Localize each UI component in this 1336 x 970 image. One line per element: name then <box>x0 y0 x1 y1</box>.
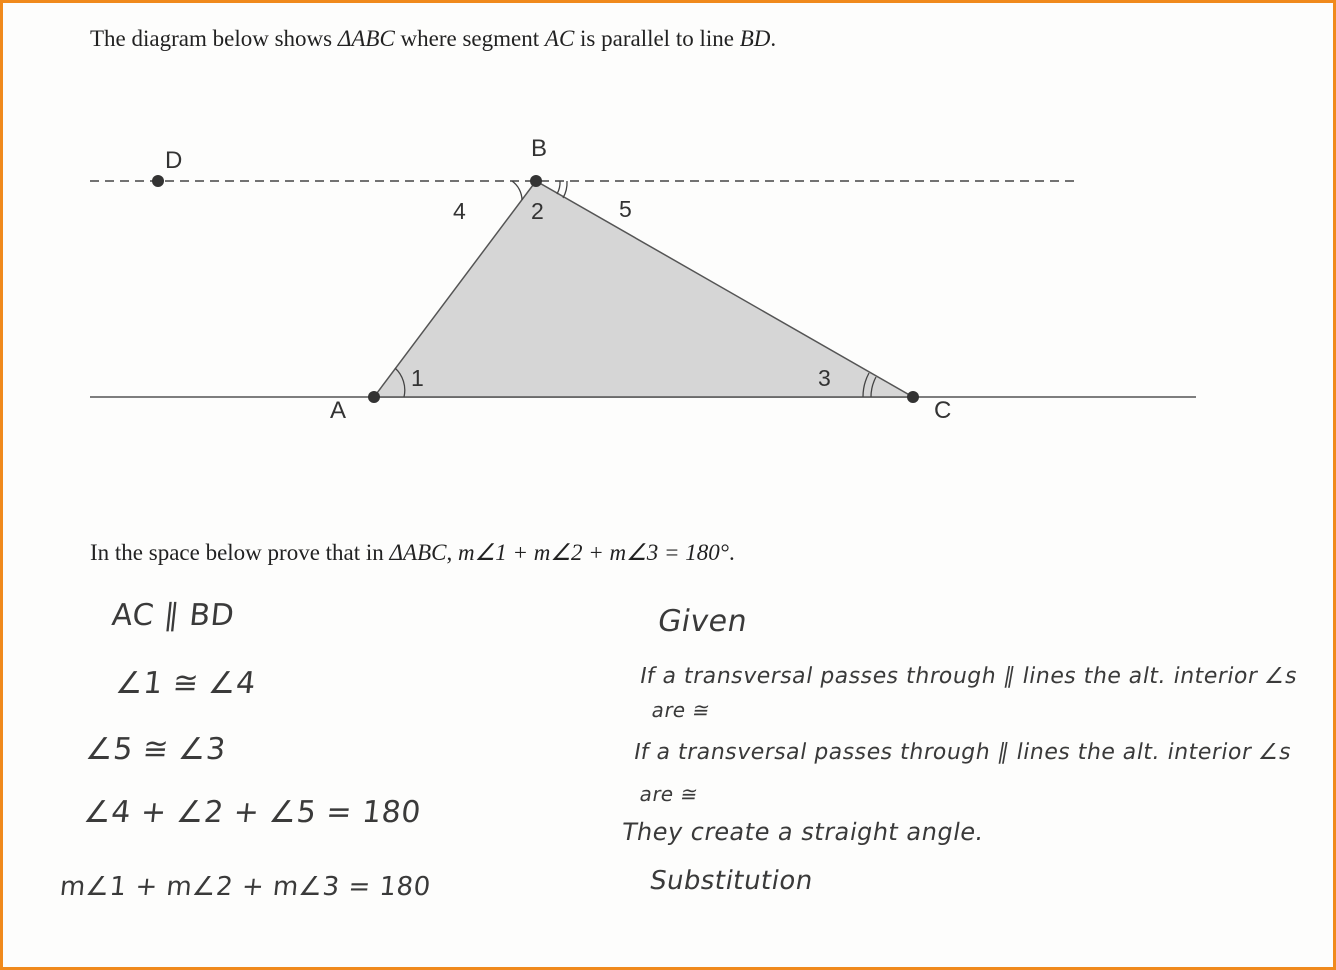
proof-instruction: In the space below prove that in ΔABC, m∠1 + m∠2 + m∠3 = 180°. <box>90 540 735 565</box>
label-b: B <box>531 135 548 162</box>
proof-reason-3-cont: are ≅ <box>637 782 701 806</box>
proof-statement-2: ∠1 ≅ ∠4 <box>114 666 258 701</box>
label-a: A <box>330 397 347 424</box>
angle-5-arc-inner <box>563 181 567 198</box>
label-c: C <box>934 397 952 424</box>
angle-4-arc <box>512 181 522 200</box>
label-d: D <box>165 147 183 174</box>
proof-reason-1: Given <box>654 604 751 639</box>
point-d-dot <box>152 175 164 187</box>
label-angle-2: 2 <box>531 198 544 224</box>
proof-reason-2-cont: are ≅ <box>649 698 713 722</box>
proof-reason-3: If a transversal passes through ∥ lines the alt. interior ∠s <box>631 740 1294 765</box>
proof-reason-4: They create a straight angle. <box>619 818 987 846</box>
proof-statement-4: ∠4 + ∠2 + ∠5 = 180 <box>82 795 423 830</box>
point-b-dot <box>530 175 542 187</box>
point-c-dot <box>907 391 919 403</box>
label-angle-1: 1 <box>411 365 424 391</box>
angle-5-arc-outer <box>557 181 560 194</box>
label-angle-5: 5 <box>619 196 632 222</box>
proof-statement-3: ∠5 ≅ ∠3 <box>84 732 228 767</box>
label-angle-3: 3 <box>818 365 831 391</box>
problem-statement: The diagram below shows ΔABC where segment AC is parallel to line BD. <box>90 26 777 51</box>
proof-reason-2: If a transversal passes through ∥ lines the alt. interior ∠s <box>637 664 1300 689</box>
proof-reason-5: Substitution <box>647 866 816 896</box>
proof-statement-5: m∠1 + m∠2 + m∠3 = 180 <box>58 872 433 902</box>
proof-statement-1: AC ∥ BD <box>110 598 237 633</box>
label-angle-4: 4 <box>453 198 466 224</box>
point-a-dot <box>368 391 380 403</box>
